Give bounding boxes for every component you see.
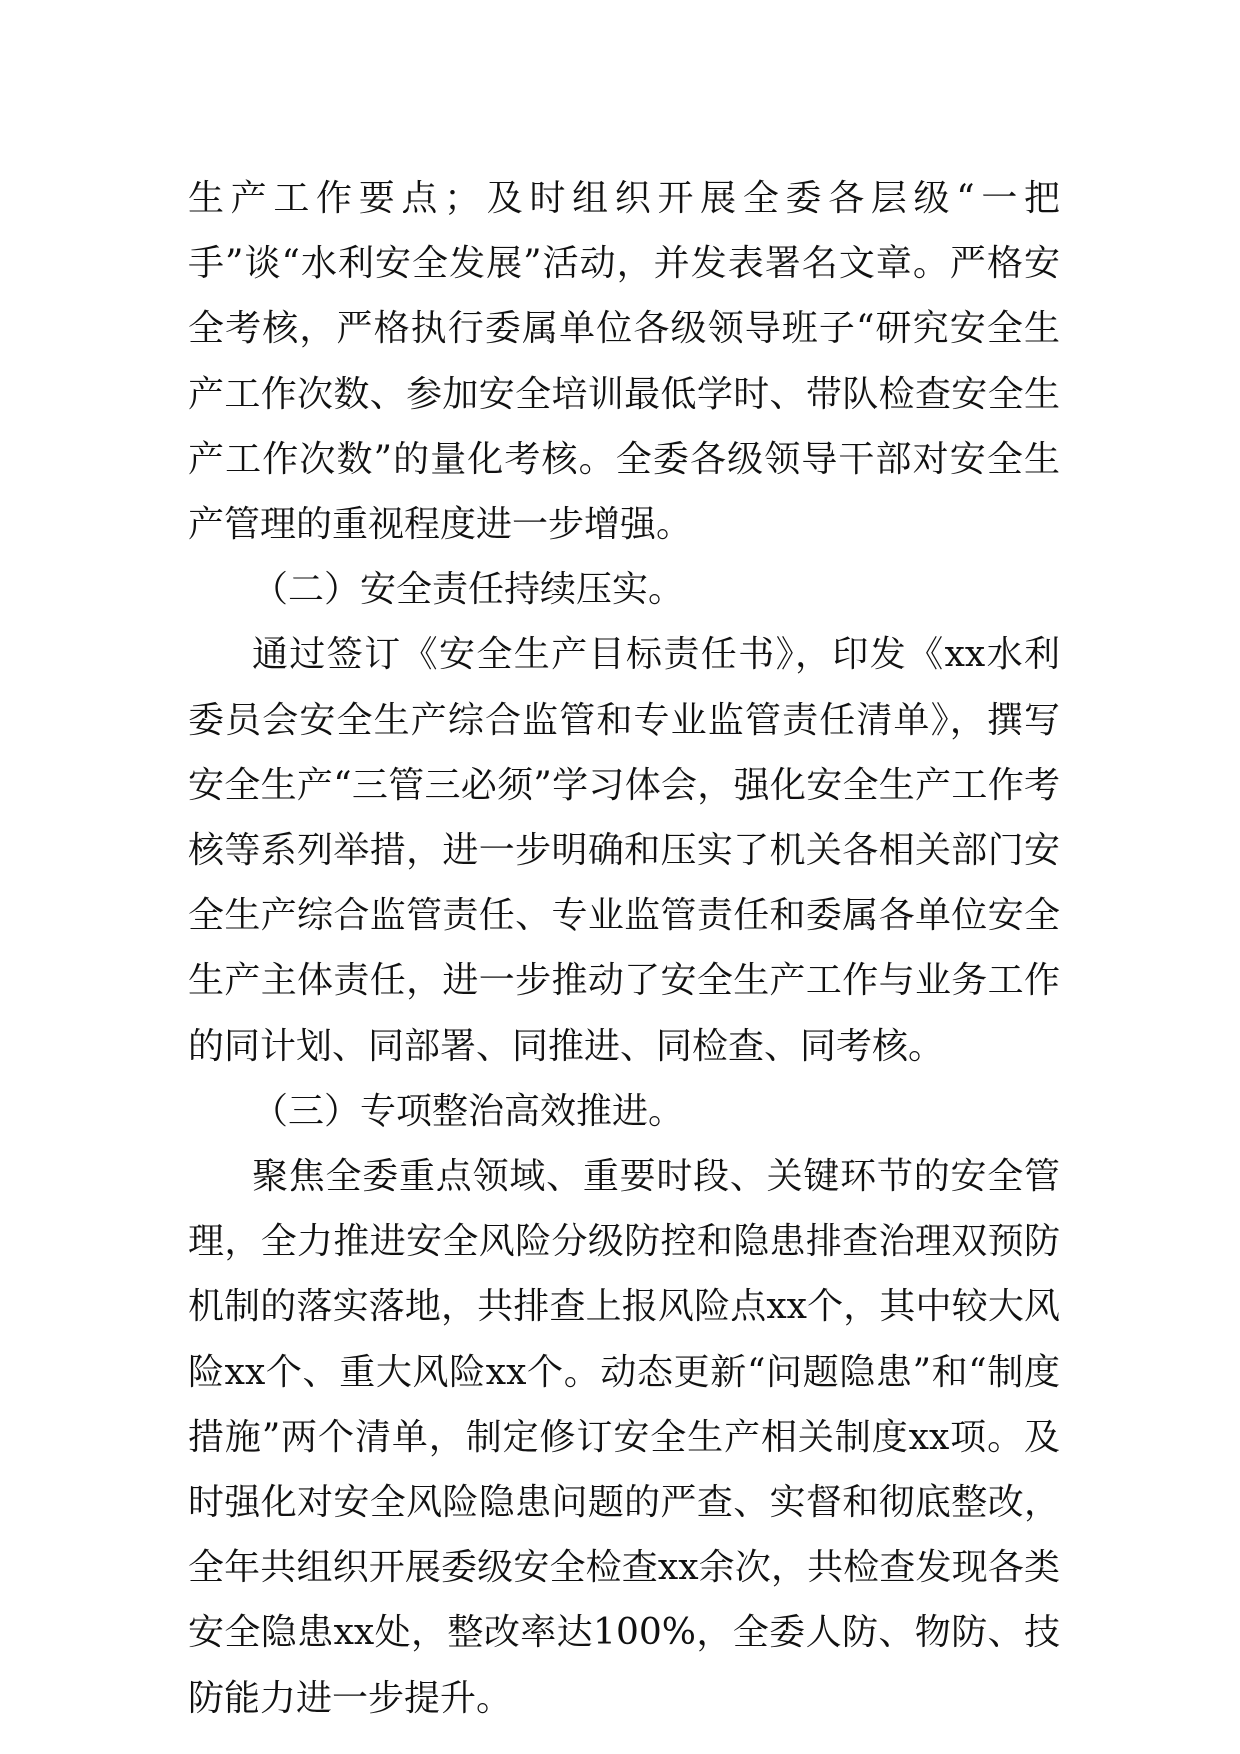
body-paragraph: 通过签订《安全生产目标责任书》，印发《xx水利委员会安全生产综合监管和专业监管责任清单》，撰写安全生产“三管三必须”学习体会，强化安全生产工作考核等系列举措，进一步明确和压实了机关各相关部门安全生产综合监管责任、专业监管责任和委属各单位安全生产主体责任，进一步推动了安全生产工作与业务工作的同计划、同部署、同推进、同检查、同考核。 — [188, 634, 1060, 1067]
body-paragraph: 聚焦全委重点领域、重要时段、关键环节的安全管理，全力推进安全风险分级防控和隐患排查治理双预防机制的落实落地，共排查上报风险点xx个，其中较大风险xx个、重大风险xx个。动态更新“问题隐患”和“制度措施”两个清单，制定修订安全生产相关制度xx项。及时强化对安全风险隐患问题的严查、实督和彻底整改，全年共组织开展委级安全检查xx余次，共检查发现各类安全隐患xx处，整改率达100%，全委人防、物防、技防能力进一步提升。 — [188, 1156, 1060, 1719]
document-body — [188, 166, 1060, 1731]
section-heading: （二）安全责任持续压实。 — [252, 569, 685, 611]
section-heading: （三）专项整治高效推进。 — [252, 1090, 685, 1132]
body-paragraph: 生产工作要点；及时组织开展全委各层级“一把手”谈“水利安全发展”活动，并发表署名文章。严格安全考核，严格执行委属单位各级领导班子“研究安全生产工作次数、参加安全培训最低学时、带队检查安全生产工作次数”的量化考核。全委各级领导干部对安全生产管理的重视程度进一步增强。 — [188, 178, 1060, 546]
